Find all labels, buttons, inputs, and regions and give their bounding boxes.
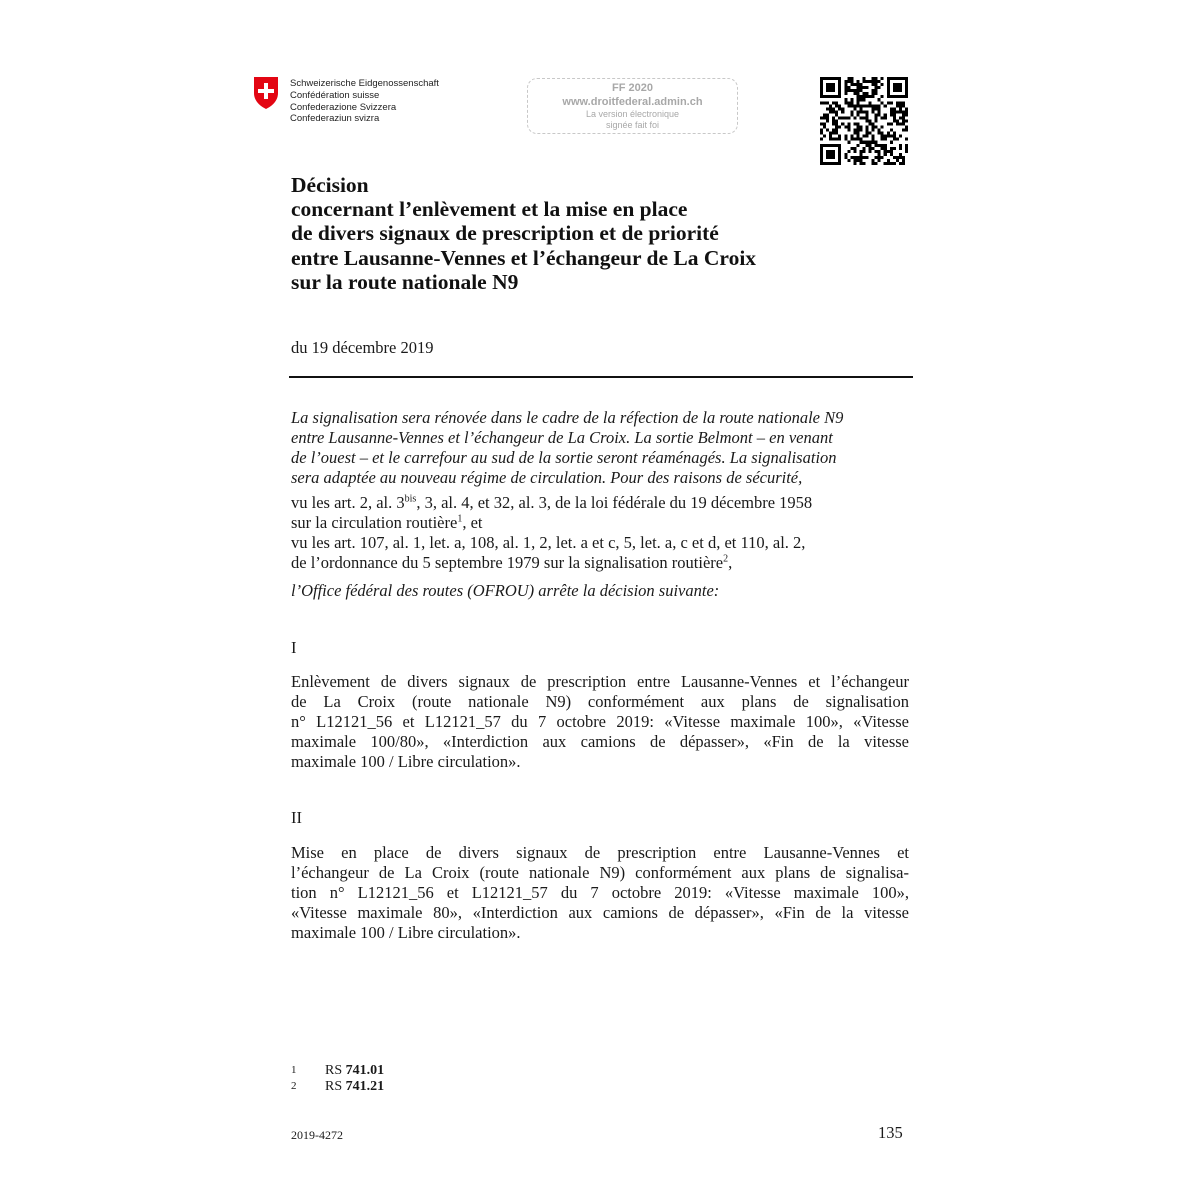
preamble-line: de l’ouest – et le carrefour au sud de la sortie seront réaménagés. La signalisation: [291, 448, 837, 467]
preamble-line: entre Lausanne-Vennes et l’échangeur de La Croix. La sortie Belmont – en venant: [291, 428, 833, 447]
footnote: [291, 1063, 384, 1079]
title-line: concernant l’enlèvement et la mise en place: [291, 197, 688, 222]
paragraph-line: «Vitesse maximale 80», «Interdiction aux camions de dépasser», «Fin de la vitesse: [291, 903, 909, 922]
title-line: de divers signaux de prescription et de priorité: [291, 221, 719, 246]
footnote-prefix: RS: [325, 1078, 346, 1094]
legal-text: , 3, al. 4, et 32, al. 3, de la loi fédérale du 19 décembre 1958: [416, 493, 813, 512]
federation-line-it: Confederazione Svizzera: [290, 101, 397, 113]
footnote-reference: 741.21: [345, 1078, 385, 1094]
legal-basis: [291, 493, 916, 573]
decision-statement: [291, 581, 916, 601]
footnote-ref-2: 2: [723, 553, 729, 565]
footnote-number: 2: [291, 1079, 297, 1092]
paragraph-line: Mise en place de divers signaux de prescription entre Lausanne-Vennes et: [291, 843, 909, 862]
footnote-ref-1: 1: [457, 513, 463, 525]
title-line: entre Lausanne-Vennes et l’échangeur de La Croix: [291, 245, 757, 270]
legal-superscript: bis: [404, 493, 417, 505]
ff-stamp-url: www.droitfederal.admin.ch: [562, 96, 703, 108]
title-divider: [289, 376, 913, 378]
footnote-prefix: RS: [325, 1063, 346, 1078]
title-line: Décision: [291, 173, 369, 197]
section-number-1: I: [291, 638, 297, 657]
document-number: 2019-4272: [291, 1128, 343, 1142]
legal-text: de l’ordonnance du 5 septembre 1979 sur la signalisation routière: [291, 553, 724, 572]
section-number-2: II: [291, 808, 302, 827]
section-1-text: [291, 672, 909, 772]
legal-line-2: [291, 513, 916, 533]
preamble-line: La signalisation sera rénovée dans le cadre de la réfection de la route nationale N9: [291, 408, 844, 427]
title-line: sur la route nationale N9: [291, 269, 519, 294]
footnote-reference: 741.01: [345, 1063, 385, 1078]
ff-stamp-year: FF 2020: [612, 82, 653, 94]
page-number: 135: [878, 1123, 903, 1142]
paragraph-line: de La Croix (route nationale N9) conformément aux plans de signalisation: [291, 692, 909, 711]
federation-line-fr: Confédération suisse: [290, 89, 380, 101]
ff-stamp-note-1: La version électronique: [585, 109, 680, 119]
paragraph-line: Enlèvement de divers signaux de prescription entre Lausanne-Vennes et l’échangeur: [291, 672, 909, 691]
ff-stamp-note-2: signée fait foi: [605, 120, 660, 130]
legal-line-3: vu les art. 107, al. 1, let. a, 108, al. 1, 2, let. a et c, 5, let. a, c et d, et 110, al. 2,: [291, 533, 806, 552]
federation-line-rm: Confederaziun svizra: [290, 113, 380, 125]
legal-text: ,: [728, 553, 733, 572]
legal-line-1: [291, 493, 916, 513]
decision-date: du 19 décembre 2019: [291, 338, 434, 357]
paragraph-line: maximale 100/80», «Interdiction aux camions de dépasser», «Fin de la vitesse: [291, 732, 909, 751]
legal-text: vu les art. 2, al. 3: [291, 493, 405, 512]
paragraph-line: l’échangeur de La Croix (route nationale N9) conformément aux plans de signalisa-: [291, 863, 909, 882]
decision-line: l’Office fédéral des routes (OFROU) arrête la décision suivante:: [291, 581, 720, 600]
paragraph-line: maximale 100 / Libre circulation».: [291, 923, 521, 942]
paragraph-line: n° L12121_56 et L12121_57 du 7 octobre 2019: «Vitesse maximale 100», «Vitesse: [291, 712, 909, 731]
legal-text: sur la circulation routière: [291, 513, 458, 532]
qr-code-icon: [820, 77, 908, 165]
federation-line-de: Schweizerische Eidgenossenschaft: [290, 78, 439, 89]
footnotes: [291, 1063, 384, 1094]
footnote-number: 1: [291, 1064, 297, 1076]
swiss-coat-of-arms-icon: [253, 76, 279, 110]
ff-stamp: [527, 78, 738, 134]
legal-text: , et: [462, 513, 483, 532]
preamble: [291, 408, 916, 488]
federation-name-block: [290, 78, 439, 125]
decision-title: [291, 173, 931, 294]
footnote: [291, 1079, 384, 1095]
legal-line-4: [291, 553, 916, 573]
preamble-line: sera adaptée au nouveau régime de circulation. Pour des raisons de sécurité,: [291, 468, 803, 487]
paragraph-line: maximale 100 / Libre circulation».: [291, 752, 521, 771]
section-2-text: [291, 843, 909, 943]
paragraph-line: tion n° L12121_56 et L12121_57 du 7 octobre 2019: «Vitesse maximale 100»,: [291, 883, 909, 902]
